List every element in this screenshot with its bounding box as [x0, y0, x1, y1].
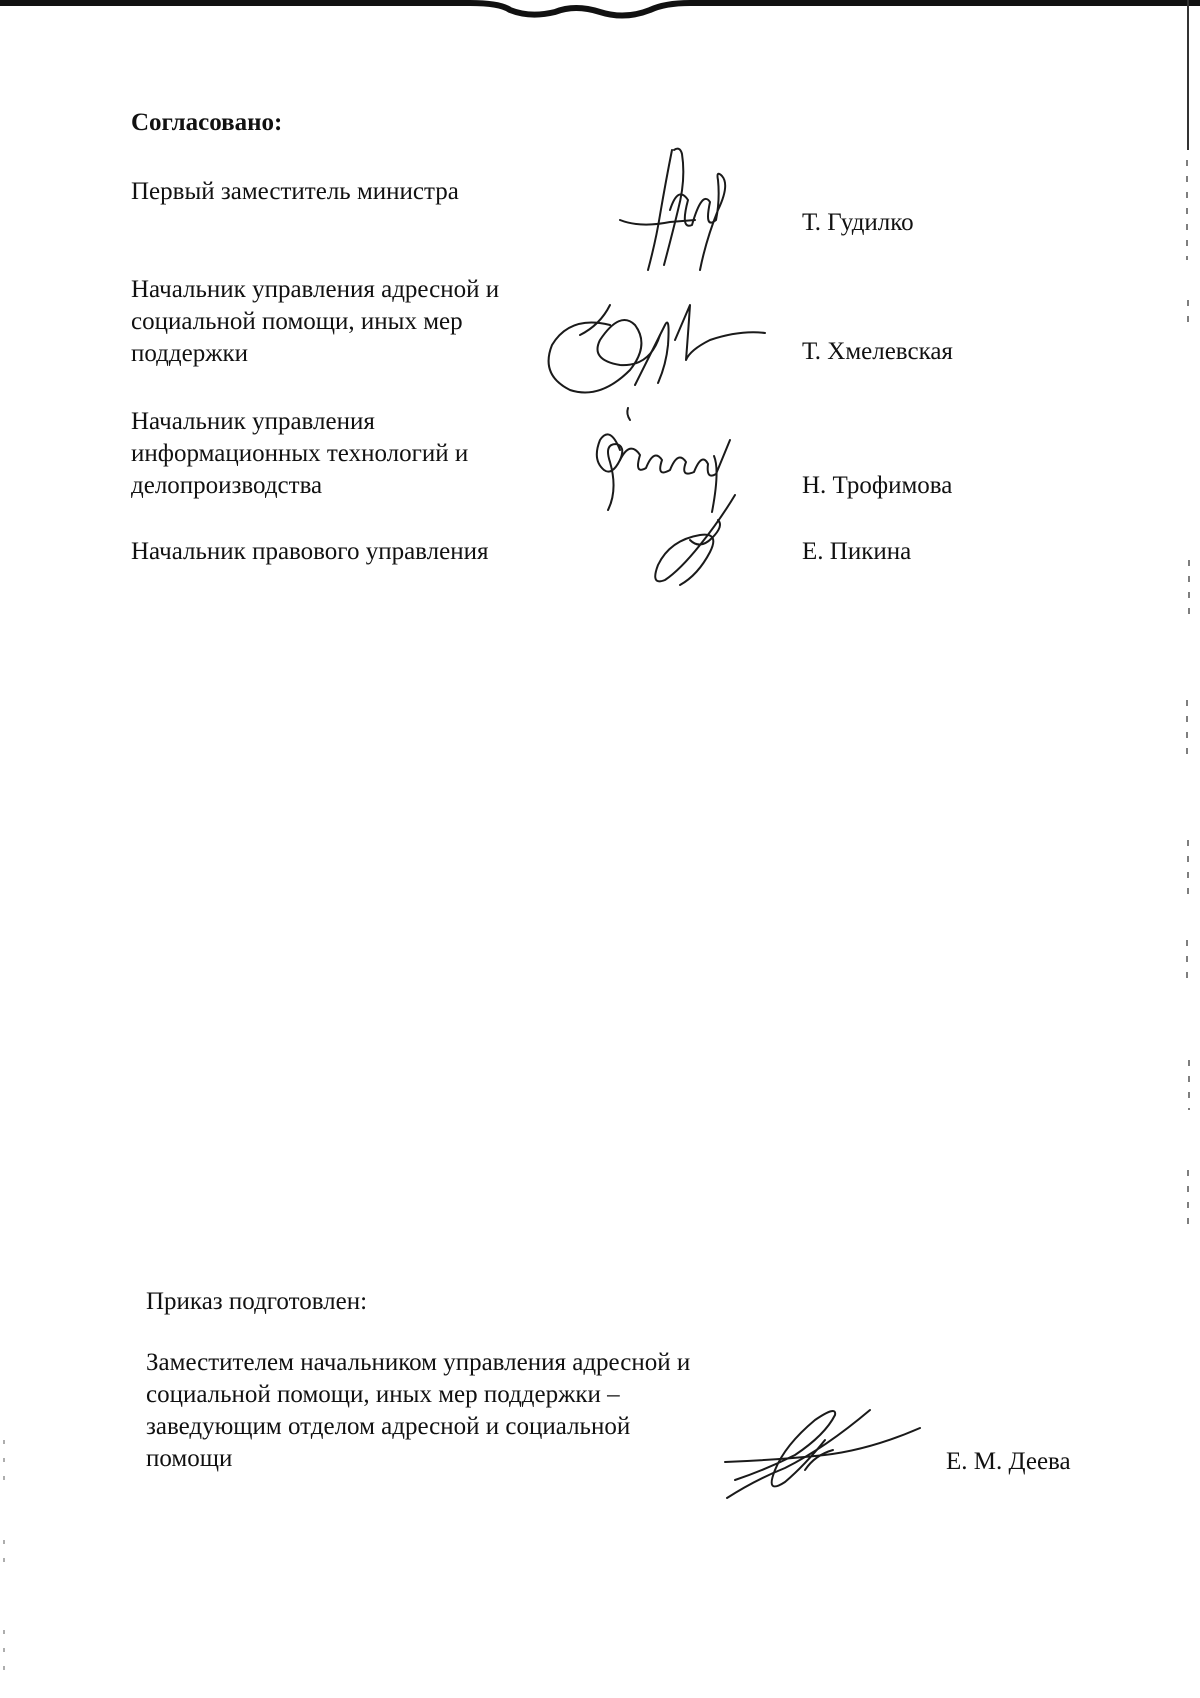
signature-4 [640, 490, 750, 590]
scan-left-edge [0, 1420, 10, 1690]
prepared-name: Е. М. Деева [946, 1448, 1071, 1475]
signature-2 [540, 295, 770, 405]
signatory-position-4: Начальник правового управления [131, 538, 489, 565]
signatory-name-2: Т. Хмелевская [802, 338, 953, 365]
signatory-position-3: Начальник управления информационных технологий и делопроизводства [131, 408, 469, 499]
prepared-heading: Приказ подготовлен: [146, 1288, 368, 1315]
signature-prepared [715, 1400, 925, 1510]
signatory-name-1: Т. Гудилко [802, 209, 914, 236]
signatory-name-3: Н. Трофимова [802, 472, 953, 499]
scan-right-edge [1182, 0, 1196, 1698]
signatory-position-1: Первый заместитель министра [131, 178, 459, 205]
signature-1 [600, 140, 750, 280]
signatory-position-2: Начальник управления адресной и социальной помощи, иных мер поддержки [131, 276, 500, 367]
approval-heading: Согласовано: [131, 109, 283, 136]
signatory-name-4: Е. Пикина [802, 538, 912, 565]
prepared-position: Заместителем начальником управления адресной и социальной помощи, иных мер поддержки – заведующим отделом адресной и социальной помощи [146, 1349, 691, 1472]
scan-top-border [0, 0, 1200, 40]
